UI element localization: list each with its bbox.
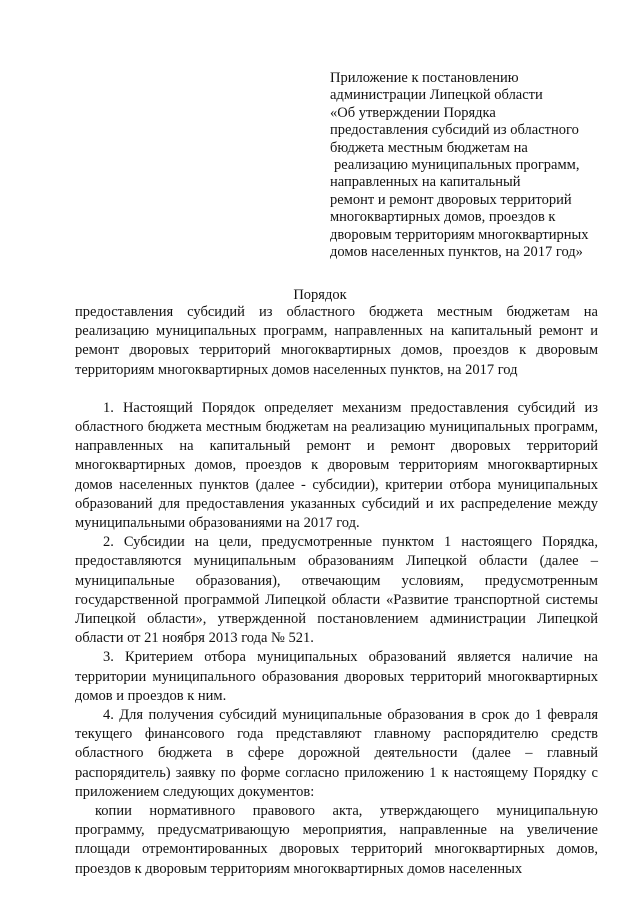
appendix-line: Приложение к постановлению xyxy=(330,70,519,86)
appendix-line: ремонт и ремонт дворовых территорий xyxy=(330,191,572,208)
document-title: Порядок xyxy=(293,287,347,303)
appendix-line: реализацию муниципальных программ, xyxy=(334,157,580,174)
document-subtitle: предоставления субсидий из областного бюджета местным бюджетам на реализацию муниципальных программ, направленных на капитальный ремонт и ремонт дворовых территорий многоквартирных домов, проездов к дворовым территориям многоквартирных домов населенных пунктов, на 2017 год xyxy=(75,304,598,378)
paragraph-document-list-item: копии нормативного правового акта, утверждающего муниципальную программу, предусматривающую мероприятия, направленные на увеличение площади отремонтированных дворовых территорий многоквартирных домов, проездов к дворовым территориям многоквартирных домов населенных xyxy=(75,803,598,877)
appendix-line: предоставления субсидий из областного xyxy=(330,122,579,139)
appendix-line: бюджета местным бюджетам на xyxy=(330,139,528,156)
appendix-line: домов населенных пунктов, на 2017 год» xyxy=(330,244,583,261)
appendix-line: направленных на капитальный xyxy=(330,174,521,191)
paragraph-3: 3. Критерием отбора муниципальных образований является наличие на территории муниципального образования дворовых территорий многоквартирных домов и проездов к ним. xyxy=(75,649,598,704)
appendix-line: «Об утверждении Порядка xyxy=(330,104,496,121)
appendix-line: дворовым территориям многоквартирных xyxy=(330,226,589,243)
appendix-line: администрации Липецкой области xyxy=(330,87,543,104)
document-body xyxy=(75,303,598,879)
paragraph-2: 2. Субсидии на цели, предусмотренные пунктом 1 настоящего Порядка, предоставляются муниципальным образованиям Липецкой области (далее – муниципальные образования), отвечающим условиям, предусмотренным государственной программой Липецкой области «Развитие транспортной системы Липецкой области», утвержденной постановлением администрации Липецкой области от 21 ноября 2013 года № 521. xyxy=(75,534,598,647)
paragraph-4: 4. Для получения субсидий муниципальные образования в срок до 1 февраля текущего финансового года представляют главному распорядителю средств областного бюджета в сфере дорожной деятельности (далее – главный распорядитель) заявку по форме согласно приложению 1 к настоящему Порядку с приложением следующих документов: xyxy=(75,707,598,800)
appendix-line: многоквартирных домов, проездов к xyxy=(330,209,556,226)
paragraph-1: 1. Настоящий Порядок определяет механизм предоставления субсидий из областного бюджета местным бюджетам на реализацию муниципальных программ, направленных на капитальный ремонт и ремонт дворовых территорий многоквартирных домов, проездов к дворовым территориям многоквартирных домов населенных пунктов (далее - субсидии), критерии отбора муниципальных образований для предоставления указанных субсидий и их распределение между муниципальными образованиями на 2017 год. xyxy=(75,399,598,532)
appendix-header xyxy=(330,70,620,261)
